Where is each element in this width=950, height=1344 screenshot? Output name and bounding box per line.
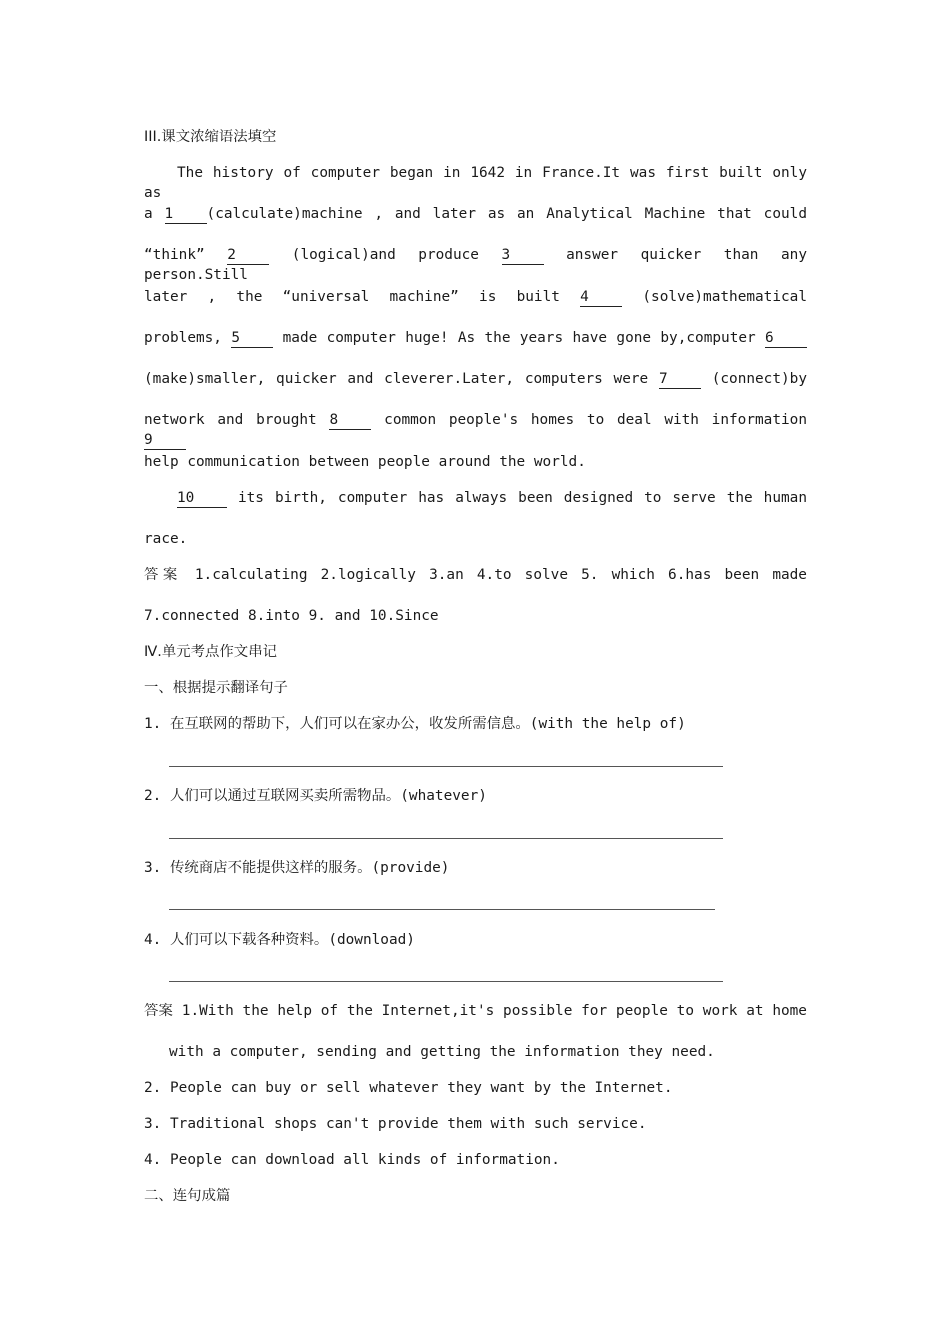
- blank-5[interactable]: 5: [231, 330, 273, 348]
- section-3-heading: III.课文浓缩语法填空: [144, 129, 277, 145]
- blank-10[interactable]: 10: [177, 490, 227, 508]
- section-4-heading: Ⅳ.单元考点作文串记: [144, 644, 277, 660]
- passage-line-5: problems, 5 made computer huge! As the years have gone by,computer 6: [144, 328, 807, 348]
- answer-rule-3[interactable]: [169, 909, 715, 910]
- answer-line-1: 答案 1.calculating 2.logically 3.an 4.to solve 5. which 6.has been made: [144, 567, 807, 583]
- blank-8[interactable]: 8: [329, 412, 371, 430]
- passage-line-9: 10 its birth, computer has always been designed to serve the human: [177, 490, 807, 506]
- answer-label-2: 答案: [144, 1003, 174, 1019]
- blank-2[interactable]: 2: [227, 247, 269, 265]
- answer-1-line-2: with a computer, sending and getting the information they need.: [169, 1044, 715, 1060]
- answer-3: 3. Traditional shops can't provide them with such service.: [144, 1116, 647, 1132]
- answer-label: 答案: [144, 567, 182, 583]
- passage-line-3: “think” 2 (logical)and produce 3 answer quicker than any person.Still: [144, 247, 808, 283]
- blank-4[interactable]: 4: [580, 289, 622, 307]
- passage-line-2: a 1 (calculate)machine , and later as an Analytical Machine that could: [144, 206, 807, 222]
- blank-1[interactable]: 1: [165, 206, 207, 224]
- answer-2: 2. People can buy or sell whatever they want by the Internet.: [144, 1080, 673, 1096]
- blank-3[interactable]: 3: [502, 247, 544, 265]
- answer-rule-2[interactable]: [169, 838, 723, 839]
- blank-6[interactable]: 6: [765, 330, 807, 348]
- answer-rule-4[interactable]: [169, 981, 723, 982]
- answer-1-line-1: 答案 1.With the help of the Internet,it's possible for people to work at home: [144, 1003, 807, 1019]
- passage-line-6: (make)smaller, quicker and cleverer.Later, computers were 7 (connect)by: [144, 371, 808, 387]
- question-1: 1. 在互联网的帮助下，人们可以在家办公，收发所需信息。(with the help of): [144, 716, 686, 732]
- passage-line-8: help communication between people around the world.: [144, 454, 586, 470]
- answer-4: 4. People can download all kinds of information.: [144, 1152, 560, 1168]
- question-4: 4. 人们可以下载各种资料。(download): [144, 932, 415, 948]
- question-3: 3. 传统商店不能提供这样的服务。(provide): [144, 860, 450, 876]
- question-2: 2. 人们可以通过互联网买卖所需物品。(whatever): [144, 788, 487, 804]
- passage-line-4: later , the “universal machine” is built 4 (solve)mathematical: [144, 289, 808, 305]
- answer-line-2: 7.connected 8.into 9. and 10.Since: [144, 608, 439, 624]
- passage-line-1: The history of computer began in 1642 in France.It was first built only as: [144, 165, 807, 201]
- blank-9[interactable]: 9: [144, 432, 186, 450]
- answer-rule-1[interactable]: [169, 766, 723, 767]
- blank-7[interactable]: 7: [659, 371, 701, 389]
- passage-line-10: race.: [144, 531, 188, 547]
- passage-line-7: network and brought 8 common people's homes to deal with information 9: [144, 412, 807, 448]
- subsection-1-heading: 一、根据提示翻译句子: [144, 680, 288, 696]
- subsection-2-heading: 二、连句成篇: [144, 1188, 231, 1204]
